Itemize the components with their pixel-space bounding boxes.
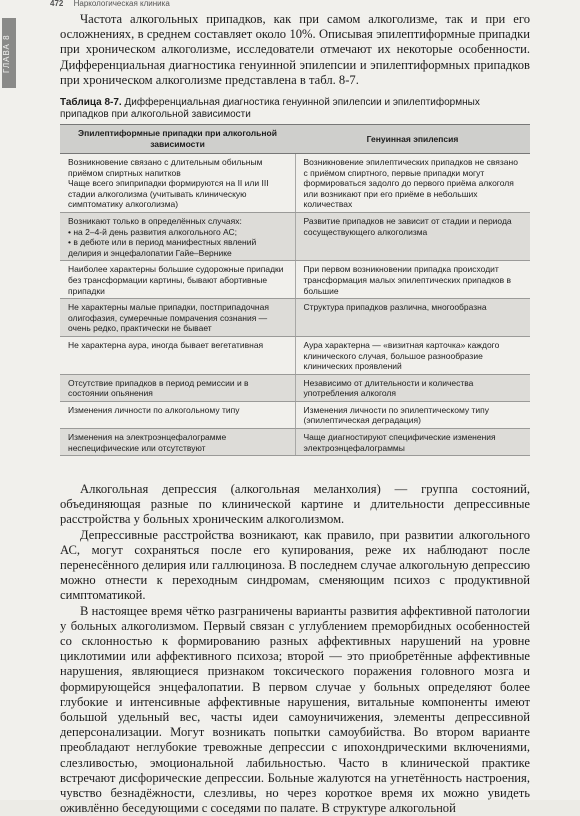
table-cell-line: Изменения личности по эпилептическому типу (эпилептическая деградация) <box>303 404 490 426</box>
table-cell-genuine <box>295 212 530 260</box>
header-genuine-epilepsy: Генуинная эпилепсия <box>295 125 530 154</box>
table-cell-alcoholic <box>60 261 295 299</box>
table-cell-line: Возникновение эпилептических припадков не связано с приёмом спиртного, первые припадки могут формироваться задолго до первого приёма алкоголя или возникают при его приёме в небольших количествах <box>303 157 518 210</box>
table-cell-line: Возникают только в определённых случаях: <box>68 215 242 226</box>
table-cell-line: При первом возникновении припадка происходит трансформация малых эпилептических припадков в большие <box>303 264 512 296</box>
table-caption-label: Таблица 8-7. <box>60 97 122 108</box>
table-cell-line: Изменения личности по алкогольному типу <box>68 404 240 415</box>
table-cell-alcoholic <box>60 154 295 213</box>
table-cell-line: Независимо от длительности и количества употребления алкоголя <box>303 377 474 399</box>
table-cell-line: Изменения на электроэнцефалограмме неспецифические или отсутствуют <box>68 432 227 453</box>
table-caption-text: Дифференциальная диагностика генуинной эпилепсии и эпилептиформных припадков при алкогольной зависимости <box>60 97 480 120</box>
table-cell-alcoholic <box>60 299 295 337</box>
main-text <box>60 482 530 816</box>
table-cell-line: Не характерна аура, иногда бывает вегетативная <box>68 339 264 350</box>
table-cell-line: • на 2–4-й день развития алкогольного АС; <box>68 226 238 237</box>
table-row <box>60 374 530 401</box>
table-cell-genuine <box>295 429 530 456</box>
running-head-title: Наркологическая клиника <box>73 0 170 8</box>
table-cell-genuine <box>295 261 530 299</box>
table-cell-line: Не характерны малые припадки, постприпадочная олигофазия, сумеречные помрачения сознания — очень редко, практически не бывает <box>68 302 269 334</box>
chapter-tab-label: ГЛАВА 8 <box>2 34 11 74</box>
table-cell-genuine <box>295 336 530 374</box>
table-cell-alcoholic <box>60 212 295 260</box>
table-row <box>60 299 530 337</box>
table-caption <box>60 97 530 121</box>
page-number: 472 <box>50 0 64 8</box>
table-cell-line: Развитие припадков не зависит от стадии и периода сосуществующего алкоголизма <box>303 215 512 237</box>
intro-paragraph: Частота алкогольных припадков, как при самом алкоголизме, так и при его осложнениях, в среднем составляет около 10%. Описывая эпилептиформные припадки при хроническом алкоголизме, исследователи отмечают их некоторые особенности. Дифференциальная диагностика генуинной эпилепсии и эпилептиформных припадков при хроническом алкоголизме представлена в табл. 8-7. <box>60 12 530 87</box>
table-cell-line: • в дебюте или в период манифестных явлений делирия и энцефалопатии Гайе–Вернике <box>68 237 257 258</box>
table-header-row <box>60 125 530 154</box>
paragraph-depression-variants: В настоящее время чётко разграничены варианты развития аффективной патологии у больных алкоголизмом. Первый связан с углублением преморбидных особенностей со склонностью к формированию разных аффективных нарушений на уровне циклотимии или аффективного психоза; второй — это приобретённые аффективные нарушения, являющиеся признаком токсического поражения головного мозга и формирующейся энцефалопатии. В первом случае у больных определяют более глубокие и интенсивные аффективные нарушения, витальные компоненты имеют большой удельный вес, часты идеи самоуничижения, элементы депрессивной деперсонализации. Могут возникать попытки самоубийства. Во втором варианте преобладают неглубокие тревожные депрессии с ипохондрическими включениями, слезливостью, эмоциональной лабильностью. Часто в клинической практике встречают дисфорические депрессии. Больные жалуются на угнетённость настроения, чувство безнадёжности, слезливы, но через короткое время их можно увидеть оживлённо беседующими с соседями по палате. В структуре алкогольной <box>60 603 530 816</box>
paragraph-depression-definition: Алкогольная депрессия (алкогольная меланхолия) — группа состояний, объединяющая разные по клинической картине и длительности депрессивные расстройства у больных хроническим алкоголизмом. <box>60 482 530 527</box>
table-cell-genuine <box>295 374 530 401</box>
table-body <box>60 154 530 456</box>
table-cell-alcoholic <box>60 336 295 374</box>
table-cell-genuine <box>295 154 530 213</box>
table-cell-line: Структура припадков различна, многообразна <box>303 302 487 313</box>
table-cell-line: Возникновение связано с длительным обильным приёмом спиртных напитков <box>68 157 263 178</box>
table-row <box>60 212 530 260</box>
running-head <box>50 0 490 8</box>
table-row <box>60 336 530 374</box>
table-row <box>60 154 530 213</box>
paragraph-depression-onset: Депрессивные расстройства возникают, как правило, при развитии алкогольного АС, могут сохраняться после его купирования, реже их наблюдают после перенесённого делирия или галлюциноза. В последнем случае алкогольную депрессию можно отнести к переходным синдромам, сменяющим психоз с продуктивной симптоматикой. <box>60 527 530 603</box>
table-cell-genuine <box>295 299 530 337</box>
table-cell-genuine <box>295 401 530 428</box>
table-row <box>60 429 530 456</box>
table-cell-line: Чаще всего эпиприпадки формируются на II или III стадии алкоголизма (учитывать клиническую симптоматику алкоголизма) <box>68 178 269 210</box>
table-cell-line: Наиболее характерны большие судорожные припадки без трансформации картины, бывают абортивные припадки <box>68 264 284 296</box>
table-cell-alcoholic <box>60 374 295 401</box>
table-row <box>60 261 530 299</box>
table-cell-line: Аура характерна — «визитная карточка» каждого клинического случая, большое разнообразие клинических проявлений <box>303 339 500 372</box>
table-cell-alcoholic <box>60 429 295 456</box>
table-cell-line: Отсутствие припадков в период ремиссии и в состоянии опьянения <box>68 377 249 399</box>
diagnosis-table <box>60 124 530 456</box>
table-cell-line: Чаще диагностируют специфические изменения электроэнцефалограммы <box>303 432 496 453</box>
table-cell-alcoholic <box>60 401 295 428</box>
header-alcoholic-seizures: Эпилептиформные припадки при алкогольной зависимости <box>60 125 295 154</box>
table-row <box>60 401 530 428</box>
intro-paragraph-block <box>60 12 530 88</box>
